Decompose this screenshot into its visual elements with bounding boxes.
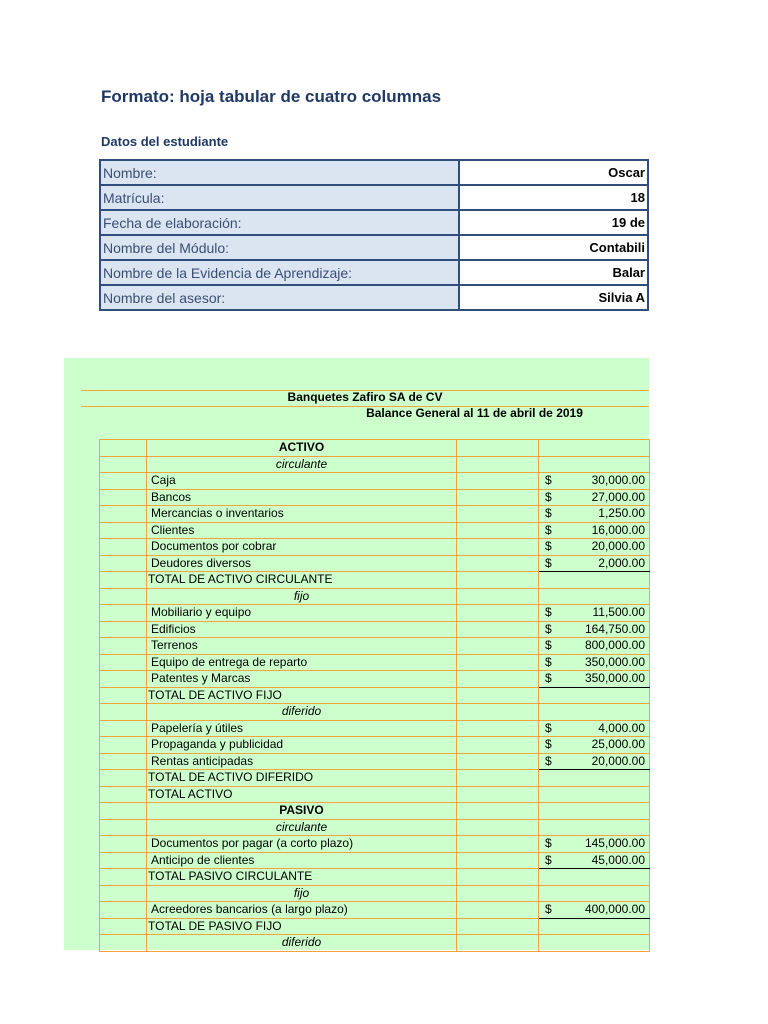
cell[interactable] (457, 902, 539, 919)
currency-symbol: $ (545, 654, 552, 669)
amount-cell[interactable] (539, 555, 650, 572)
currency-symbol: $ (545, 720, 552, 735)
account-name[interactable]: Terrenos (147, 638, 457, 655)
student-field-value[interactable]: Contabili (459, 235, 648, 260)
amount-cell[interactable] (539, 836, 650, 853)
cell[interactable] (457, 489, 539, 506)
cell[interactable] (100, 605, 147, 622)
student-field-label: Matrícula: (100, 185, 459, 210)
amount-cell[interactable] (539, 522, 650, 539)
amount-cell[interactable] (539, 440, 650, 457)
balance-row (100, 869, 650, 886)
cell[interactable] (100, 720, 147, 737)
cell[interactable] (457, 522, 539, 539)
cell[interactable] (100, 621, 147, 638)
cell[interactable] (457, 918, 539, 935)
cell[interactable] (100, 902, 147, 919)
balance-row (100, 555, 650, 572)
balance-row (100, 621, 650, 638)
account-name[interactable]: Patentes y Marcas (147, 671, 457, 688)
account-name[interactable]: Documentos por cobrar (147, 539, 457, 556)
student-row (100, 235, 648, 260)
amount-cell[interactable] (539, 638, 650, 655)
section-heading[interactable]: PASIVO (147, 803, 457, 820)
amount-value: 1,250.00 (598, 506, 645, 520)
student-field-label: Fecha de elaboración: (100, 210, 459, 235)
amount-value: 2,000.00 (598, 555, 645, 570)
amount-cell[interactable] (539, 885, 650, 902)
cell[interactable] (100, 786, 147, 803)
student-row (100, 285, 648, 310)
account-name[interactable]: Clientes (147, 522, 457, 539)
balance-row (100, 737, 650, 754)
cell[interactable] (100, 555, 147, 572)
balance-row (100, 720, 650, 737)
student-field-label: Nombre: (100, 160, 459, 185)
account-name[interactable]: Propaganda y publicidad (147, 737, 457, 754)
balance-row (100, 440, 650, 457)
cell[interactable] (100, 671, 147, 688)
amount-value: 400,000.00 (584, 902, 645, 916)
cell[interactable] (100, 588, 147, 605)
cell[interactable] (100, 935, 147, 952)
account-name[interactable]: Edificios (147, 621, 457, 638)
account-name[interactable]: Acreedores bancarios (a largo plazo) (147, 902, 457, 919)
report-title: Balance General al 11 de abril de 2019 (366, 406, 583, 420)
balance-row (100, 687, 650, 704)
student-field-value[interactable]: Silvia A (459, 285, 648, 310)
section-heading[interactable]: ACTIVO (147, 440, 457, 457)
amount-cell[interactable] (539, 605, 650, 622)
cell[interactable] (457, 506, 539, 523)
cell[interactable] (457, 671, 539, 688)
cell[interactable] (457, 588, 539, 605)
amount-cell[interactable] (539, 489, 650, 506)
amount-cell[interactable] (539, 753, 650, 770)
student-field-label: Nombre del asesor: (100, 285, 459, 310)
student-field-value[interactable]: Balar (459, 260, 648, 285)
page-title: Formato: hoja tabular de cuatro columnas (101, 87, 442, 106)
total-label[interactable]: TOTAL DE ACTIVO CIRCULANTE (147, 572, 457, 589)
cell[interactable] (100, 572, 147, 589)
total-label[interactable]: TOTAL DE ACTIVO DIFERIDO (147, 770, 457, 787)
cell[interactable] (457, 654, 539, 671)
cell[interactable] (100, 753, 147, 770)
balance-row (100, 902, 650, 919)
student-field-label: Nombre del Módulo: (100, 235, 459, 260)
currency-symbol: $ (545, 753, 552, 768)
subsection-heading[interactable]: fijo (147, 588, 457, 605)
amount-cell[interactable] (539, 770, 650, 787)
cell[interactable] (457, 803, 539, 820)
balance-row (100, 836, 650, 853)
balance-sheet-table (99, 439, 650, 952)
amount-cell[interactable] (539, 819, 650, 836)
cell[interactable] (100, 836, 147, 853)
student-data-table (99, 159, 649, 311)
amount-cell[interactable] (539, 588, 650, 605)
amount-value: 20,000.00 (591, 539, 645, 553)
balance-row (100, 918, 650, 935)
amount-cell[interactable] (539, 786, 650, 803)
currency-symbol: $ (545, 671, 552, 685)
amount-value: 350,000.00 (584, 654, 645, 669)
cell[interactable] (100, 852, 147, 869)
student-field-value[interactable]: 18 (459, 185, 648, 210)
account-name[interactable]: Mercancias o inventarios (147, 506, 457, 523)
cell[interactable] (457, 621, 539, 638)
cell[interactable] (457, 456, 539, 473)
balance-row (100, 605, 650, 622)
cell[interactable] (457, 852, 539, 869)
cell[interactable] (100, 918, 147, 935)
balance-row (100, 638, 650, 655)
cell[interactable] (457, 753, 539, 770)
cell[interactable] (100, 737, 147, 754)
amount-value: 16,000.00 (591, 522, 645, 537)
cell[interactable] (100, 819, 147, 836)
cell[interactable] (457, 935, 539, 952)
balance-row (100, 522, 650, 539)
cell[interactable] (457, 704, 539, 721)
amount-value: 30,000.00 (591, 473, 645, 487)
amount-value: 164,750.00 (584, 621, 645, 636)
amount-cell[interactable] (539, 902, 650, 919)
cell[interactable] (100, 506, 147, 523)
total-label[interactable]: TOTAL DE ACTIVO FIJO (147, 687, 457, 704)
balance-row (100, 786, 650, 803)
currency-symbol: $ (545, 522, 552, 537)
amount-cell[interactable] (539, 539, 650, 556)
balance-row (100, 753, 650, 770)
amount-cell[interactable] (539, 852, 650, 869)
account-name[interactable]: Equipo de entrega de reparto (147, 654, 457, 671)
balance-row (100, 572, 650, 589)
cell[interactable] (457, 687, 539, 704)
student-field-value[interactable]: Oscar (459, 160, 648, 185)
cell[interactable] (457, 473, 539, 490)
amount-value: 800,000.00 (584, 638, 645, 652)
amount-cell[interactable] (539, 720, 650, 737)
amount-cell[interactable] (539, 935, 650, 952)
account-name[interactable]: Anticipo de clientes (147, 852, 457, 869)
account-name[interactable]: Papelería y útiles (147, 720, 457, 737)
cell[interactable] (457, 737, 539, 754)
account-name[interactable]: Deudores diversos (147, 555, 457, 572)
cell[interactable] (457, 819, 539, 836)
student-row (100, 160, 648, 185)
amount-cell[interactable] (539, 456, 650, 473)
balance-row (100, 588, 650, 605)
subsection-heading[interactable]: circulante (147, 819, 457, 836)
cell[interactable] (100, 803, 147, 820)
balance-row (100, 671, 650, 688)
currency-symbol: $ (545, 638, 552, 652)
amount-value: 11,500.00 (592, 605, 645, 619)
student-field-label: Nombre de la Evidencia de Aprendizaje: (100, 260, 459, 285)
cell[interactable] (100, 638, 147, 655)
account-name[interactable]: Rentas anticipadas (147, 753, 457, 770)
amount-value: 4,000.00 (598, 720, 645, 735)
cell[interactable] (457, 770, 539, 787)
subsection-heading[interactable]: diferido (147, 704, 457, 721)
currency-symbol: $ (545, 605, 552, 619)
cell[interactable] (457, 605, 539, 622)
amount-cell[interactable] (539, 671, 650, 688)
currency-symbol: $ (545, 836, 552, 850)
amount-cell[interactable] (539, 572, 650, 589)
amount-value: 145,000.00 (584, 836, 645, 850)
cell[interactable] (100, 869, 147, 886)
student-field-value[interactable]: 19 de (459, 210, 648, 235)
currency-symbol: $ (545, 555, 552, 570)
balance-row (100, 852, 650, 869)
cell[interactable] (457, 720, 539, 737)
currency-symbol: $ (545, 852, 552, 867)
cell[interactable] (100, 522, 147, 539)
cell[interactable] (100, 885, 147, 902)
amount-cell[interactable] (539, 654, 650, 671)
balance-row (100, 885, 650, 902)
balance-row (100, 654, 650, 671)
currency-symbol: $ (545, 473, 552, 487)
cell[interactable] (100, 770, 147, 787)
balance-row (100, 819, 650, 836)
cell[interactable] (100, 704, 147, 721)
account-name[interactable]: Mobiliario y equipo (147, 605, 457, 622)
balance-row (100, 506, 650, 523)
subsection-heading[interactable]: circulante (147, 456, 457, 473)
amount-value: 350,000.00 (584, 671, 645, 685)
subsection-heading[interactable]: fijo (147, 885, 457, 902)
account-name[interactable]: Bancos (147, 489, 457, 506)
total-label[interactable]: TOTAL DE PASIVO FIJO (147, 918, 457, 935)
amount-cell[interactable] (539, 704, 650, 721)
amount-cell[interactable] (539, 918, 650, 935)
currency-symbol: $ (545, 539, 552, 553)
cell[interactable] (100, 456, 147, 473)
cell[interactable] (457, 555, 539, 572)
cell[interactable] (457, 786, 539, 803)
balance-row (100, 539, 650, 556)
amount-cell[interactable] (539, 687, 650, 704)
account-name[interactable]: Caja (147, 473, 457, 490)
cell[interactable] (457, 869, 539, 886)
balance-row (100, 704, 650, 721)
cell[interactable] (457, 638, 539, 655)
amount-cell[interactable] (539, 621, 650, 638)
balance-row (100, 935, 650, 952)
cell[interactable] (100, 473, 147, 490)
student-row (100, 210, 648, 235)
currency-symbol: $ (545, 621, 552, 636)
cell[interactable] (100, 687, 147, 704)
currency-symbol: $ (545, 902, 552, 916)
currency-symbol: $ (545, 489, 552, 504)
subsection-heading[interactable]: diferido (147, 935, 457, 952)
currency-symbol: $ (545, 506, 552, 520)
amount-cell[interactable] (539, 737, 650, 754)
total-label[interactable]: TOTAL ACTIVO (147, 786, 457, 803)
amount-value: 25,000.00 (591, 737, 645, 751)
balance-row (100, 489, 650, 506)
student-row (100, 185, 648, 210)
amount-value: 20,000.00 (591, 753, 645, 768)
total-label[interactable]: TOTAL PASIVO CIRCULANTE (147, 869, 457, 886)
account-name[interactable]: Documentos por pagar (a corto plazo) (147, 836, 457, 853)
company-name: Banquetes Zafiro SA de CV (287, 390, 443, 404)
cell[interactable] (100, 440, 147, 457)
cell[interactable] (457, 539, 539, 556)
balance-row (100, 473, 650, 490)
amount-value: 45,000.00 (591, 852, 645, 867)
section-title: Datos del estudiante (101, 134, 229, 149)
amount-cell[interactable] (539, 506, 650, 523)
student-row (100, 260, 648, 285)
cell[interactable] (100, 539, 147, 556)
balance-row (100, 770, 650, 787)
balance-row (100, 456, 650, 473)
cell[interactable] (457, 572, 539, 589)
amount-cell[interactable] (539, 869, 650, 886)
cell[interactable] (457, 836, 539, 853)
currency-symbol: $ (545, 737, 552, 751)
balance-row (100, 803, 650, 820)
cell[interactable] (100, 489, 147, 506)
cell[interactable] (100, 654, 147, 671)
cell[interactable] (457, 885, 539, 902)
amount-value: 27,000.00 (591, 489, 645, 504)
amount-cell[interactable] (539, 803, 650, 820)
cell[interactable] (457, 440, 539, 457)
amount-cell[interactable] (539, 473, 650, 490)
